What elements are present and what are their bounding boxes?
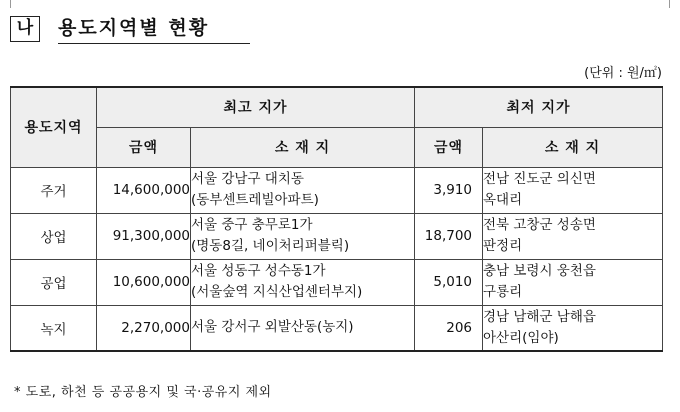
table-row xyxy=(11,259,663,305)
zone-cell: 주거 xyxy=(11,167,97,213)
unit-label: (단위 : 원/㎡) xyxy=(584,66,662,81)
low-amount-cell: 3,910 xyxy=(415,167,483,213)
location-line: 서울 강남구 대치동 xyxy=(191,171,304,187)
location-line: 충남 보령시 웅천읍 xyxy=(483,263,596,279)
low-amount-cell: 206 xyxy=(415,305,483,351)
header-low-amount: 금액 xyxy=(415,127,483,167)
zone-cell: 상업 xyxy=(11,213,97,259)
location-line: 서울 성동구 성수동1가 xyxy=(191,263,326,279)
table-row xyxy=(11,167,663,213)
high-location-cell xyxy=(191,213,415,259)
table-row xyxy=(11,213,663,259)
high-amount-cell: 91,300,000 xyxy=(97,213,191,259)
location-line: 서울 강서구 외발산동(농지) xyxy=(191,319,354,336)
zone-cell: 녹지 xyxy=(11,305,97,351)
header-zone: 용도지역 xyxy=(11,87,97,167)
crop-mark-left xyxy=(0,0,11,8)
header-lowest-price: 최저 지가 xyxy=(415,87,663,127)
location-line: 옥대리 xyxy=(483,192,523,208)
low-location-cell xyxy=(483,259,663,305)
location-line: (동부센트레빌아파트) xyxy=(191,192,319,208)
header-highest-price: 최고 지가 xyxy=(97,87,415,127)
header-high-location: 소 재 지 xyxy=(191,127,415,167)
low-location-cell xyxy=(483,167,663,213)
low-amount-cell: 18,700 xyxy=(415,213,483,259)
location-line: 전북 고창군 성송면 xyxy=(483,217,596,233)
location-line: 서울 중구 충무로1가 xyxy=(191,217,313,233)
high-location-cell xyxy=(191,259,415,305)
section-number: 나 xyxy=(10,16,40,42)
low-location-cell xyxy=(483,305,663,351)
location-line: 구룡리 xyxy=(483,284,523,300)
location-line: 아산리(임야) xyxy=(483,329,559,346)
location-line: 판정리 xyxy=(483,238,523,254)
section-title: 용도지역별 현황 xyxy=(58,16,250,44)
high-amount-cell: 10,600,000 xyxy=(97,259,191,305)
high-location-cell xyxy=(191,305,415,351)
high-location-cell xyxy=(191,167,415,213)
header-high-amount: 금액 xyxy=(97,127,191,167)
location-line: 전남 진도군 의신면 xyxy=(483,171,596,187)
high-amount-cell: 14,600,000 xyxy=(97,167,191,213)
crop-mark-right xyxy=(669,0,680,8)
low-location-cell xyxy=(483,213,663,259)
header-low-location: 소 재 지 xyxy=(483,127,663,167)
land-price-table xyxy=(10,86,663,352)
footnote: * 도로, 하천 등 공공용지 및 국·공유지 제외 xyxy=(14,385,272,400)
location-line: (명동8길, 네이처리퍼블릭) xyxy=(191,238,350,254)
table-row xyxy=(11,305,663,351)
low-amount-cell: 5,010 xyxy=(415,259,483,305)
high-amount-cell: 2,270,000 xyxy=(97,305,191,351)
location-line: (서울숲역 지식산업센터부지) xyxy=(191,284,363,300)
section-heading xyxy=(10,14,250,44)
zone-cell: 공업 xyxy=(11,259,97,305)
location-line: 경남 남해군 남해읍 xyxy=(483,308,596,325)
